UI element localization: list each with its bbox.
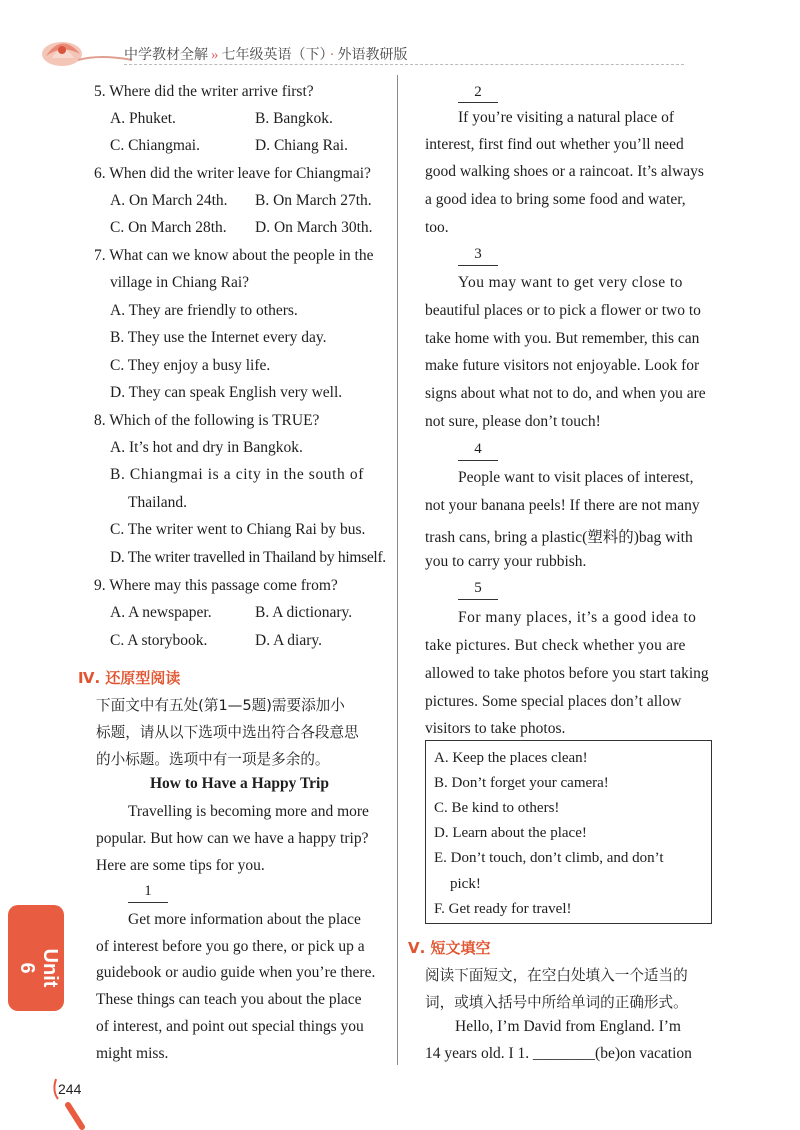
header-rule: [124, 64, 684, 65]
blank-number: 3: [474, 246, 482, 262]
option-text: A. They are friendly to others.: [110, 302, 298, 319]
question-stem: 7. What can we know about the people in the: [94, 247, 374, 264]
option-text: D. On March 30th.: [255, 219, 373, 236]
paragraph-line: These things can teach you about the place: [96, 991, 362, 1008]
paragraph-line: too.: [425, 219, 449, 236]
paragraph-line: good walking shoes or a raincoat. It’s always: [425, 163, 704, 180]
paragraph-line: allowed to take photos before you start taking: [425, 665, 709, 682]
paragraph-line: Travelling is becoming more and more: [128, 803, 369, 820]
book-title: 中学教材全解: [124, 47, 208, 63]
paragraph-line: People want to visit places of interest,: [458, 469, 694, 486]
section-5-heading: Ⅴ. 短文填空: [408, 939, 491, 957]
page-number: 244: [58, 1081, 82, 1097]
option-text: A. Phuket.: [110, 110, 176, 127]
option-text: B. A dictionary.: [255, 604, 353, 621]
instruction-text: 阅读下面短文，在空白处填入一个适当的: [425, 967, 688, 984]
option-item: A. Keep the places clean!: [434, 750, 588, 766]
option-item-cont: pick!: [450, 876, 481, 892]
paragraph-line: might miss.: [96, 1045, 169, 1062]
paragraph-line: Get more information about the place: [128, 911, 361, 928]
passage-title: How to Have a Happy Trip: [150, 775, 329, 792]
option-text: D. The writer travelled in Thailand by himself.: [110, 549, 386, 566]
option-text: D. Chiang Rai.: [255, 137, 348, 154]
paragraph-line: signs about what not to do, and when you are: [425, 385, 706, 402]
question-stem: 6. When did the writer leave for Chiangmai?: [94, 165, 371, 182]
section-4-heading: Ⅳ. 还原型阅读: [78, 669, 181, 687]
option-item: D. Learn about the place!: [434, 825, 587, 841]
option-text-cont: Thailand.: [128, 494, 187, 511]
paragraph-line: trash cans, bring a plastic(塑料的)bag with: [425, 529, 693, 546]
option-item: F. Get ready for travel!: [434, 901, 572, 917]
paragraph-line: make future visitors not enjoyable. Look for: [425, 357, 700, 374]
paragraph-line: 14 years old. I 1. ________(be)on vacation: [425, 1045, 692, 1062]
edition-title: 外语教研版: [337, 47, 408, 63]
option-text: B. Chiangmai is a city in the south of: [110, 466, 364, 483]
paragraph-line: interest, first find out whether you’ll need: [425, 136, 684, 153]
paragraph-line: beautiful places or to pick a flower or two to: [425, 302, 701, 319]
paragraph-line: take home with you. But remember, this can: [425, 330, 700, 347]
grade-title: 七年级英语（下）: [221, 47, 327, 63]
paragraph-line: a good idea to bring some food and water,: [425, 191, 686, 208]
option-text: B. Bangkok.: [255, 110, 333, 127]
instruction-text: 标题，请从以下选项中选出符合各段意思: [96, 724, 359, 741]
instruction-text: 词，或填入括号中所给单词的正确形式。: [425, 994, 688, 1011]
option-text: A. A newspaper.: [110, 604, 212, 621]
blank-line: [458, 265, 498, 266]
paragraph-line: For many places, it’s a good idea to: [458, 609, 697, 626]
instruction-text: 的小标题。选项中有一项是多余的。: [96, 751, 330, 768]
instruction-text: 下面文中有五处(第1—5题)需要添加小: [96, 697, 345, 714]
option-text: C. The writer went to Chiang Rai by bus.: [110, 521, 366, 538]
paragraph-line: pictures. Some special places don’t allow: [425, 693, 682, 710]
option-text: B. They use the Internet every day.: [110, 329, 327, 346]
blank-line: [458, 599, 498, 600]
paragraph-line: visitors to take photos.: [425, 720, 566, 737]
option-text: C. Chiangmai.: [110, 137, 200, 154]
blank-number: 2: [474, 84, 482, 100]
question-stem: 8. Which of the following is TRUE?: [94, 412, 320, 429]
option-text: C. A storybook.: [110, 632, 208, 649]
paragraph-line: guidebook or audio guide when you’re there.: [96, 964, 376, 981]
paragraph-line: You may want to get very close to: [458, 274, 683, 291]
option-text: D. A diary.: [255, 632, 323, 649]
option-text: C. They enjoy a busy life.: [110, 357, 271, 374]
blank-number: 5: [474, 580, 482, 596]
option-text: A. It’s hot and dry in Bangkok.: [110, 439, 303, 456]
paragraph-line: of interest, and point out special things you: [96, 1018, 364, 1035]
option-text: A. On March 24th.: [110, 192, 228, 209]
question-stem-cont: village in Chiang Rai?: [110, 274, 250, 291]
paragraph-line: Hello, I’m David from England. I’m: [455, 1018, 681, 1035]
blank-number: 4: [474, 441, 482, 457]
blank-number: 1: [144, 883, 152, 899]
book-logo-icon: [40, 30, 135, 68]
option-item: C. Be kind to others!: [434, 800, 560, 816]
paragraph-line: take pictures. But check whether you are: [425, 637, 686, 654]
option-text: C. On March 28th.: [110, 219, 227, 236]
blank-line: [458, 102, 498, 103]
option-item: B. Don’t forget your camera!: [434, 775, 609, 791]
paragraph-line: If you’re visiting a natural place of: [458, 109, 675, 126]
running-header: 中学教材全解 » 七年级英语（下） · 外语教研版: [124, 47, 408, 63]
paragraph-line: popular. But how can we have a happy trip?: [96, 830, 369, 847]
question-stem: 9. Where may this passage come from?: [94, 577, 338, 594]
question-stem: 5. Where did the writer arrive first?: [94, 83, 314, 100]
paragraph-line: not sure, please don’t touch!: [425, 413, 601, 430]
option-text: B. On March 27th.: [255, 192, 372, 209]
unit-tab-label: Unit 6: [16, 948, 61, 988]
paragraph-line: not your banana peels! If there are not many: [425, 497, 700, 514]
paragraph-line: of interest before you go there, or pick up a: [96, 938, 365, 955]
column-divider: [397, 75, 398, 1065]
option-item: E. Don’t touch, don’t climb, and don’t: [434, 850, 664, 866]
unit-tab: [8, 905, 64, 1011]
paragraph-line: you to carry your rubbish.: [425, 553, 587, 570]
paragraph-line: Here are some tips for you.: [96, 857, 265, 874]
blank-line: [128, 902, 168, 903]
option-text: D. They can speak English very well.: [110, 384, 343, 401]
blank-line: [458, 460, 498, 461]
